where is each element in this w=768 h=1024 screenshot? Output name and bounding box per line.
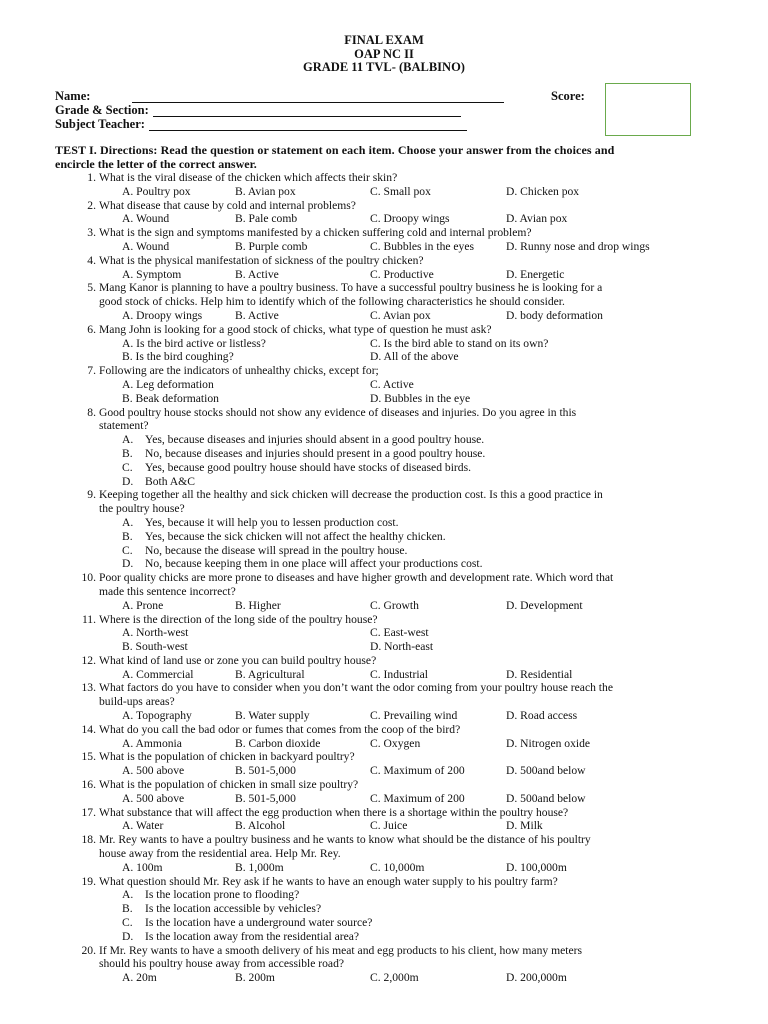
question-number: 3. [87,226,96,240]
answer-choice[interactable]: A. Symptom [122,267,182,281]
answer-choice[interactable]: C. Prevailing wind [370,709,458,723]
choice-letter: A. [122,888,134,902]
question-continuation [0,295,768,309]
question-text: What substance that will affect the egg production when there is a shortage within the poultry house? [99,805,569,819]
question-text: Keeping together all the healthy and sick chicken will decrease the production cost. Is this a good practice in [99,488,603,502]
answer-choice[interactable]: A. Wound [122,239,170,253]
question-number: 14. [81,722,96,736]
teacher-label: Subject Teacher: [55,117,145,131]
answer-choice[interactable] [0,916,768,930]
answer-choice[interactable]: B. Alcohol [235,819,286,833]
question-text: Mang John is looking for a good stock of chicks, what type of question he must ask? [99,322,492,336]
name-field[interactable] [132,91,504,103]
question-text: Where is the direction of the long side of the poultry house? [99,612,378,626]
answer-choice[interactable] [0,475,768,489]
answer-choice[interactable]: C. Droopy wings [370,212,450,226]
choice-letter: C. [122,916,133,930]
question-line [0,226,768,240]
choice-text: Yes, because diseases and injuries should absent in a good poultry house. [145,433,485,447]
answer-choice[interactable]: D. 100,000m [506,860,567,874]
question-text: Poor quality chicks are more prone to diseases and have higher growth and development rate. Which word that [99,571,614,585]
score-label: Score: [551,89,585,103]
question-text: made this sentence incorrect? [99,584,236,598]
question-number: 9. [87,488,96,502]
answer-choice[interactable]: A. Topography [122,709,192,723]
question-number: 18. [81,833,96,847]
question-text: What kind of land use or zone you can build poultry house? [99,653,377,667]
answer-choice[interactable]: A. Wound [122,212,170,226]
answer-choice[interactable]: D. 200,000m [506,971,567,985]
question-number: 12. [81,653,96,667]
question-line [0,778,768,792]
choice-row [0,668,768,682]
answer-choice[interactable] [0,433,768,447]
choice-text: Is the location have a underground water source? [145,916,373,930]
directions [55,144,695,171]
answer-choice[interactable]: C. Oxygen [370,736,421,750]
question-line [0,806,768,820]
question-text: What question should Mr. Rey ask if he wants to have an enough water supply to his poultry farm? [99,874,558,888]
choice-row [0,337,768,351]
question-number: 4. [87,253,96,267]
question-list [0,171,768,985]
question-line [0,723,768,737]
exam-header [0,34,768,75]
question-text: What is the physical manifestation of sickness of the poultry chicken? [99,253,424,267]
choice-row [0,792,768,806]
question-continuation [0,585,768,599]
choice-grid [0,378,768,406]
answer-choice[interactable]: B. 501-5,000 [235,764,296,778]
question-line [0,750,768,764]
question-line [0,944,768,958]
choice-text: Is the location prone to flooding? [145,888,300,902]
answer-choice[interactable]: D. Bubbles in the eye [370,391,471,405]
choice-row [0,737,768,751]
question-text: statement? [99,419,149,433]
question-text: Following are the indicators of unhealthy chicks, except for; [99,364,379,378]
answer-choice[interactable] [0,461,768,475]
question-number: 10. [81,571,96,585]
question-number: 2. [87,198,96,212]
answer-choice[interactable]: B. Pale comb [235,212,298,226]
choice-letter: A. [122,515,134,529]
question-line [0,613,768,627]
question-number: 13. [81,681,96,695]
choice-row [0,626,768,640]
answer-choice[interactable]: C. Bubbles in the eyes [370,239,475,253]
score-box[interactable] [605,83,691,136]
answer-choice[interactable]: C. Productive [370,267,434,281]
answer-choice[interactable]: D. North-east [370,640,434,654]
choice-list [0,433,768,488]
answer-choice[interactable]: D. Avian pox [506,212,568,226]
answer-choice[interactable]: A. North-west [122,626,189,640]
grade-row [55,103,504,117]
name-label: Name: [55,89,91,103]
answer-choice[interactable]: A. 100m [122,860,163,874]
answer-choice[interactable]: A. Commercial [122,667,194,681]
question-item [0,723,768,751]
answer-choice[interactable]: C. Maximum of 200 [370,791,465,805]
answer-choice[interactable]: C. Growth [370,598,419,612]
question-line [0,254,768,268]
question-number: 17. [81,805,96,819]
choice-letter: D. [122,474,134,488]
answer-choice[interactable]: D. Chicken pox [506,184,580,198]
question-number: 16. [81,778,96,792]
question-item [0,254,768,282]
grade-field[interactable] [153,105,461,117]
answer-choice[interactable]: A. Leg deformation [122,377,214,391]
answer-choice[interactable]: A. Droopy wings [122,308,203,322]
answer-choice[interactable]: B. Is the bird coughing? [122,350,234,364]
answer-choice[interactable]: C. Small pox [370,184,431,198]
question-text: What is the viral disease of the chicken which affects their skin? [99,171,398,184]
question-item [0,654,768,682]
question-line [0,199,768,213]
question-continuation [0,847,768,861]
choice-text: Yes, because the sick chicken will not affect the healthy chicken. [145,529,446,543]
exam-course: OAP NC II [354,46,414,61]
answer-choice[interactable]: B. Higher [235,598,281,612]
answer-choice[interactable]: A. Poultry pox [122,184,191,198]
question-text: good stock of chicks. Help him to identify which of the following characteristics he should consider. [99,295,565,309]
choice-row [0,599,768,613]
choice-row [0,392,768,406]
question-text: What factors do you have to consider when you don’t want the odor coming from your poultry house reach the [99,681,613,695]
exam-title: FINAL EXAM [344,33,424,47]
answer-choice[interactable]: B. Agricultural [235,667,305,681]
answer-choice[interactable]: D. Runny nose and drop wings [506,239,650,253]
answer-choice[interactable] [0,557,768,571]
question-text: Mang Kanor is planning to have a poultry business. To have a successful poultry business he is looking for a [99,281,603,295]
question-text: build-ups areas? [99,695,175,709]
answer-choice[interactable]: D. Energetic [506,267,565,281]
directions-line-2: encircle the letter of the correct answer. [55,156,257,171]
question-item [0,875,768,944]
answer-choice[interactable]: A. 500 above [122,791,185,805]
answer-choice[interactable]: D. 500and below [506,764,586,778]
answer-choice[interactable]: C. 2,000m [370,971,419,985]
choice-row [0,971,768,985]
answer-choice[interactable]: C. Is the bird able to stand on its own? [370,336,549,350]
question-item [0,281,768,322]
question-item [0,571,768,612]
question-line [0,571,768,585]
answer-choice[interactable]: D. Milk [506,819,543,833]
question-text: What is the sign and symptoms manifested by a chicken suffering cold and internal problem? [99,226,532,240]
choice-row [0,268,768,282]
answer-choice[interactable]: B. 1,000m [235,860,284,874]
choice-row [0,240,768,254]
choice-letter: D. [122,557,134,571]
choice-letter: D. [122,929,134,943]
answer-choice[interactable]: A. 20m [122,971,157,985]
choice-list [0,516,768,571]
question-line [0,654,768,668]
question-continuation [0,502,768,516]
question-item [0,406,768,489]
answer-choice[interactable]: B. Avian pox [235,184,296,198]
answer-choice[interactable]: B. South-west [122,640,188,654]
question-line [0,875,768,889]
name-row [55,89,504,103]
answer-choice[interactable]: A. Water [122,819,164,833]
question-number: 15. [81,750,96,764]
question-number: 19. [81,874,96,888]
answer-choice[interactable] [0,447,768,461]
answer-choice[interactable]: B. 501-5,000 [235,791,296,805]
question-text: should his poultry house away from accessible road? [99,957,345,971]
directions-line-1: TEST I. Directions: Read the question or statement on each item. Choose your answer from the choices and [55,143,615,157]
question-text: the poultry house? [99,502,185,516]
question-line [0,681,768,695]
answer-choice[interactable]: D. Residential [506,667,573,681]
choice-text: No, because keeping them in one place will affect your productions cost. [145,557,483,571]
answer-choice[interactable]: C. Industrial [370,667,428,681]
choice-row [0,309,768,323]
teacher-field[interactable] [149,119,467,131]
question-number: 7. [87,364,96,378]
question-item [0,833,768,874]
question-item [0,171,768,199]
question-number: 1. [87,171,96,184]
answer-choice[interactable]: D. Development [506,598,583,612]
question-number: 11. [81,612,96,626]
question-number: 8. [87,405,96,419]
question-item [0,364,768,405]
question-text: Mr. Rey wants to have a poultry business and he wants to know what should be the distance of his poultry [99,833,591,847]
teacher-row [55,117,504,131]
choice-row [0,350,768,364]
choice-letter: A. [122,433,134,447]
question-item [0,488,768,571]
choice-text: Is the location away from the residential area? [145,929,360,943]
answer-choice[interactable]: C. East-west [370,626,429,640]
question-number: 6. [87,322,96,336]
answer-choice[interactable]: A. Prone [122,598,164,612]
choice-letter: B. [122,529,133,543]
question-item [0,806,768,834]
question-line [0,364,768,378]
question-text: What disease that cause by cold and internal problems? [99,198,356,212]
question-item [0,199,768,227]
choice-text: Yes, because it will help you to lessen production cost. [145,515,399,529]
question-text: What is the population of chicken in small size poultry? [99,778,359,792]
answer-choice[interactable]: B. Active [235,267,279,281]
question-line [0,488,768,502]
answer-choice[interactable]: C. Maximum of 200 [370,764,465,778]
question-item [0,323,768,364]
question-item [0,944,768,985]
answer-choice[interactable]: B. Active [235,308,279,322]
choice-row [0,640,768,654]
choice-list [0,888,768,943]
question-continuation [0,695,768,709]
choice-row [0,819,768,833]
grade-label: Grade & Section: [55,103,149,117]
choice-grid [0,337,768,365]
answer-choice[interactable] [0,902,768,916]
answer-choice[interactable]: D. Road access [506,709,578,723]
question-item [0,750,768,778]
answer-choice[interactable]: B. Beak deformation [122,391,219,405]
choice-row [0,861,768,875]
question-continuation [0,419,768,433]
question-line [0,833,768,847]
question-line [0,323,768,337]
choice-grid [0,626,768,654]
answer-choice[interactable]: C. Juice [370,819,408,833]
choice-text: Both A&C [145,474,195,488]
choice-letter: B. [122,902,133,916]
answer-choice[interactable]: C. Avian pox [370,308,431,322]
question-line [0,171,768,185]
student-info [55,89,504,131]
choice-row [0,709,768,723]
choice-text: No, because the disease will spread in the poultry house. [145,543,408,557]
answer-choice[interactable]: B. Water supply [235,709,310,723]
answer-choice[interactable]: D. All of the above [370,350,459,364]
question-text: What do you call the bad odor or fumes that comes from the coop of the bird? [99,722,461,736]
question-text: If Mr. Rey wants to have a smooth delivery of his meat and egg products to his client, how many meters [99,943,582,957]
choice-letter: C. [122,543,133,557]
answer-choice[interactable]: B. 200m [235,971,275,985]
question-item [0,226,768,254]
question-continuation [0,957,768,971]
choice-text: Yes, because good poultry house should have stocks of diseased birds. [145,460,471,474]
choice-text: Is the location accessible by vehicles? [145,902,322,916]
choice-letter: C. [122,460,133,474]
answer-choice[interactable] [0,530,768,544]
answer-choice[interactable]: B. Purple comb [235,239,308,253]
answer-choice[interactable] [0,888,768,902]
answer-choice[interactable]: D. Nitrogen oxide [506,736,591,750]
choice-letter: B. [122,446,133,460]
answer-choice[interactable]: A. Is the bird active or listless? [122,336,266,350]
exam-grade: GRADE 11 TVL- (BALBINO) [303,60,465,74]
question-text: What is the population of chicken in backyard poultry? [99,750,355,764]
question-number: 5. [87,281,96,295]
question-text: Good poultry house stocks should not show any evidence of diseases and injuries. Do you agree in this [99,405,577,419]
answer-choice[interactable]: A. 500 above [122,764,185,778]
answer-choice[interactable]: D. body deformation [506,308,603,322]
question-item [0,681,768,722]
question-line [0,281,768,295]
question-item [0,778,768,806]
answer-choice[interactable]: A. Ammonia [122,736,182,750]
answer-choice[interactable] [0,544,768,558]
answer-choice[interactable] [0,516,768,530]
choice-row [0,185,768,199]
answer-choice[interactable] [0,930,768,944]
choice-text: No, because diseases and injuries should present in a good poultry house. [145,446,486,460]
question-line [0,406,768,420]
question-text: house away from the residential area. Help Mr. Rey. [99,847,341,861]
answer-choice[interactable]: C. 10,000m [370,860,425,874]
choice-row [0,378,768,392]
choice-row [0,764,768,778]
question-item [0,613,768,654]
answer-choice[interactable]: B. Carbon dioxide [235,736,321,750]
choice-row [0,212,768,226]
answer-choice[interactable]: C. Active [370,377,414,391]
question-number: 20. [81,943,96,957]
answer-choice[interactable]: D. 500and below [506,791,586,805]
